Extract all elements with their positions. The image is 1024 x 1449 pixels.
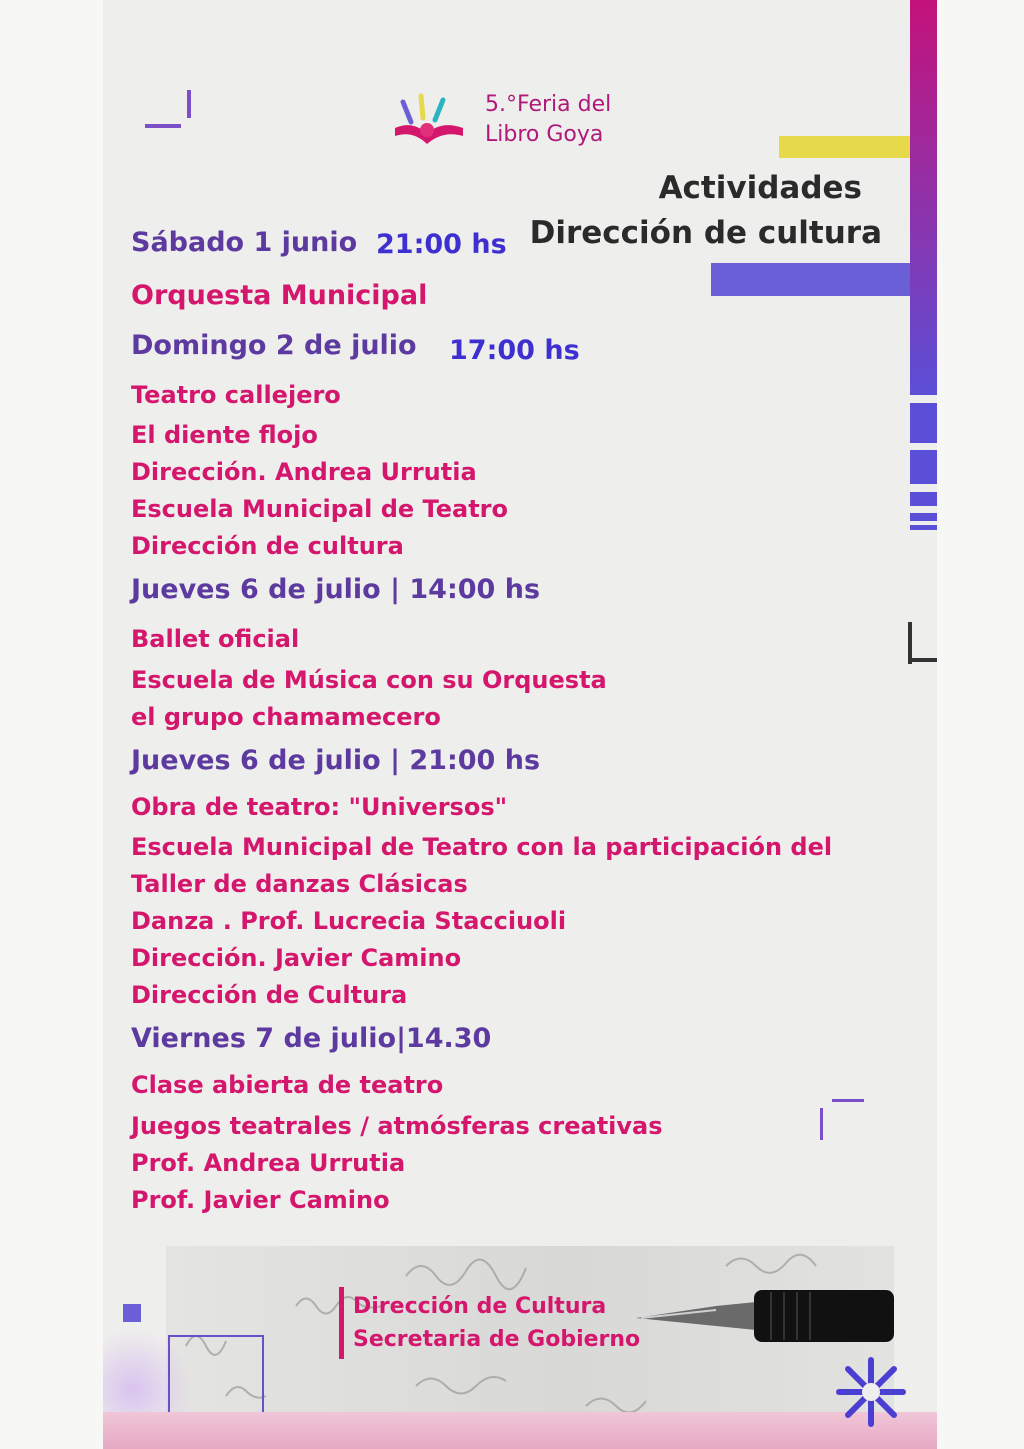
fountain-pen-icon	[636, 1276, 894, 1356]
decorative-stripe	[910, 513, 937, 521]
schedule-event: Escuela Municipal de Teatro	[131, 495, 509, 523]
schedule-day: Viernes 7 de julio|14.30	[131, 1023, 492, 1054]
footer-accent-bar	[339, 1287, 344, 1359]
corner-mark	[912, 658, 937, 662]
decorative-blue-bar	[711, 263, 910, 296]
title-line-1: Actividades	[658, 170, 862, 206]
schedule-event: Prof. Javier Camino	[131, 1186, 390, 1214]
decorative-yellow-bar	[779, 136, 910, 158]
schedule-day: Jueves 6 de julio | 14:00 hs	[131, 574, 541, 605]
schedule-event: Dirección. Javier Camino	[131, 944, 462, 972]
page-title	[530, 166, 882, 256]
schedule-event: Orquesta Municipal	[131, 280, 428, 311]
schedule-time: 21:00 hs	[376, 229, 507, 260]
footer-line-1: Dirección de Cultura	[353, 1294, 607, 1319]
page-margin-left	[0, 0, 103, 1449]
schedule-event: Escuela de Música con su Orquesta	[131, 666, 607, 694]
schedule-event: Juegos teatrales / atmósferas creativas	[131, 1112, 663, 1140]
schedule-event: Teatro callejero	[131, 381, 341, 409]
schedule-day: Domingo 2 de julio	[131, 330, 417, 361]
schedule-event: Prof. Andrea Urrutia	[131, 1149, 406, 1177]
footer-credits	[353, 1290, 640, 1356]
decorative-stripe	[910, 525, 937, 530]
schedule-event: Dirección de cultura	[131, 532, 404, 560]
schedule-event: Escuela Municipal de Teatro con la participación del	[131, 833, 833, 861]
book-fair-logo-icon	[391, 92, 471, 152]
schedule-event: Dirección. Andrea Urrutia	[131, 458, 477, 486]
corner-mark	[145, 124, 181, 128]
schedule-day: Jueves 6 de julio | 21:00 hs	[131, 745, 541, 776]
starburst-icon	[835, 1356, 907, 1428]
footer-line-2: Secretaria de Gobierno	[353, 1327, 641, 1352]
corner-mark	[187, 90, 191, 118]
schedule-event: Obra de teatro: "Universos"	[131, 793, 508, 821]
footer-pink-strip	[103, 1412, 937, 1449]
title-line-2: Dirección de cultura	[529, 215, 882, 251]
corner-mark	[832, 1099, 864, 1102]
decorative-vertical-bar	[910, 0, 937, 395]
schedule-day: Sábado 1 junio	[131, 227, 358, 258]
schedule-event: el grupo chamamecero	[131, 703, 441, 731]
schedule-event: Taller de danzas Clásicas	[131, 870, 468, 898]
decorative-stripe	[910, 450, 937, 484]
decorative-square	[123, 1304, 141, 1322]
decorative-stripe	[910, 492, 937, 506]
logo-line-2: Libro Goya	[485, 122, 604, 147]
event-poster	[103, 0, 937, 1449]
page-margin-right	[937, 0, 1024, 1449]
decorative-stripe	[910, 403, 937, 443]
schedule-event: Ballet oficial	[131, 625, 300, 653]
corner-mark	[820, 1108, 823, 1140]
schedule-event: Clase abierta de teatro	[131, 1071, 444, 1099]
logo-line-1: 5.°Feria del	[485, 92, 612, 117]
schedule-event: Dirección de Cultura	[131, 981, 408, 1009]
schedule-event: Danza . Prof. Lucrecia Stacciuoli	[131, 907, 567, 935]
schedule-event: El diente flojo	[131, 421, 318, 449]
logo-text	[485, 90, 611, 150]
schedule-time: 17:00 hs	[449, 335, 580, 366]
